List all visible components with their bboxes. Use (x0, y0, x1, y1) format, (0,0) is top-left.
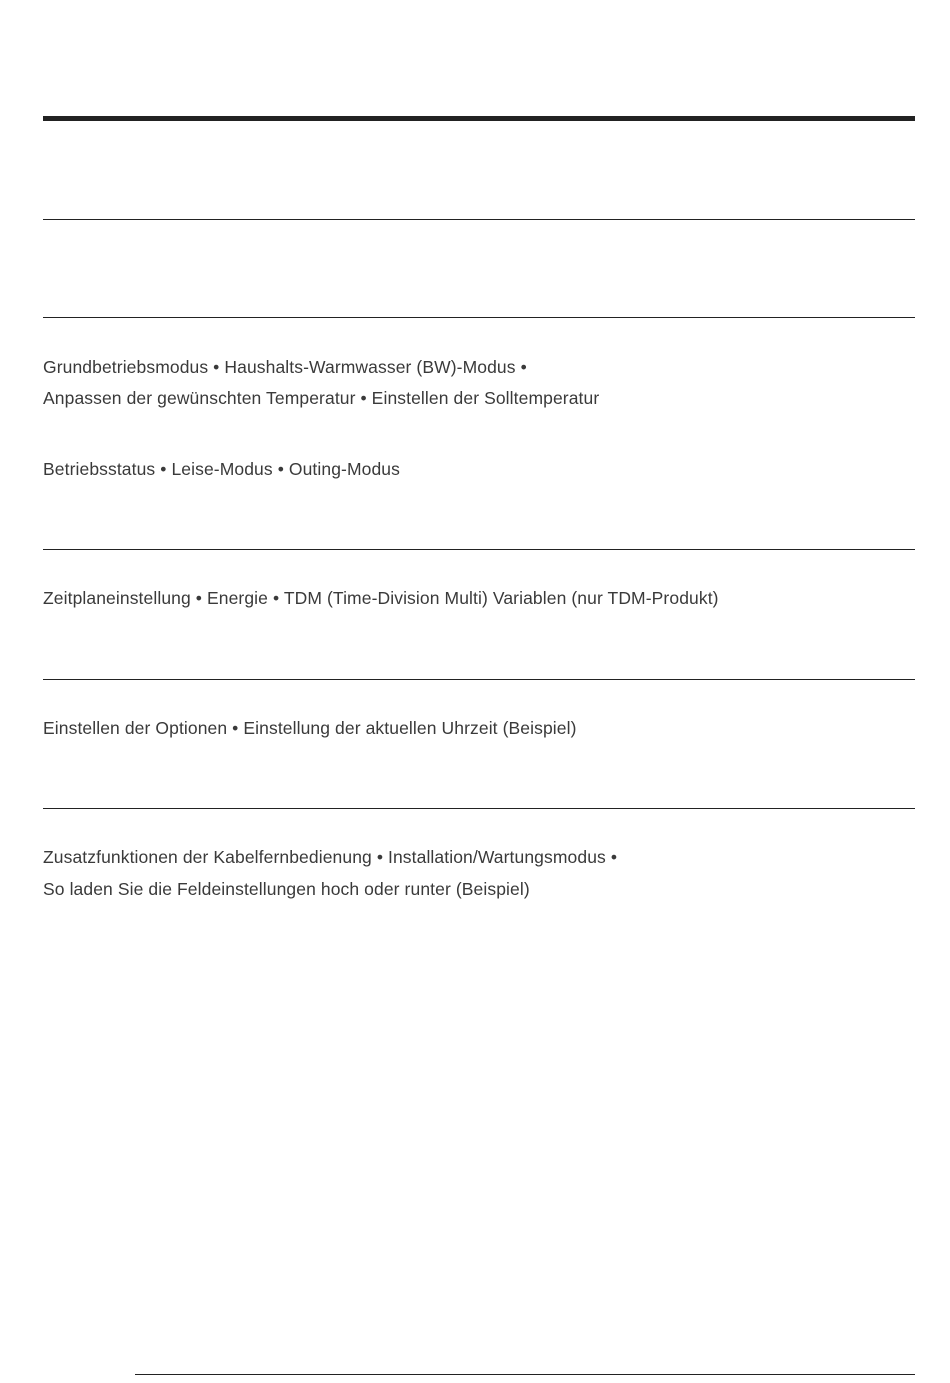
footer-rule (135, 1374, 915, 1375)
divider-3 (43, 549, 915, 550)
divider-1 (43, 219, 915, 220)
toc-line: Zusatzfunktionen der Kabelfernbedienung • Installation/Wartungsmodus • (43, 847, 618, 867)
toc-line: So laden Sie die Feldeinstellungen hoch oder runter (Beispiel) (43, 879, 530, 899)
toc-line: Anpassen der gewünschten Temperatur • Einstellen der Solltemperatur (43, 388, 600, 408)
toc-line: Einstellen der Optionen • Einstellung der aktuellen Uhrzeit (Beispiel) (43, 718, 577, 738)
toc-line: Betriebsstatus • Leise-Modus • Outing-Modus (43, 459, 400, 479)
header-rule (43, 116, 915, 121)
toc-line: Zeitplaneinstellung • Energie • TDM (Time-Division Multi) Variablen (nur TDM-Produkt) (43, 588, 719, 608)
divider-2 (43, 317, 915, 318)
divider-4 (43, 679, 915, 680)
toc-line: Grundbetriebsmodus • Haushalts-Warmwasser (BW)-Modus • (43, 357, 527, 377)
divider-5 (43, 808, 915, 809)
